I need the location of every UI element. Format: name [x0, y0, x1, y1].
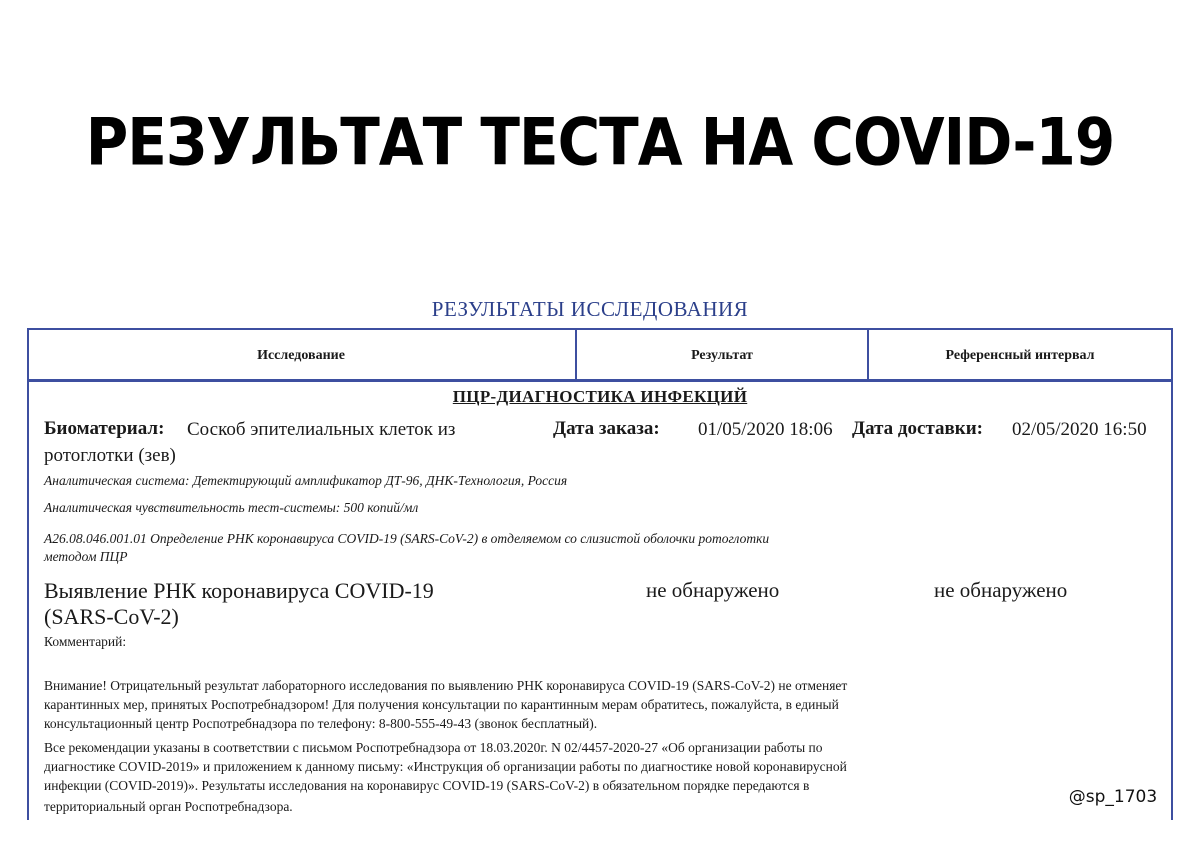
order-date-label: Дата заказа:	[553, 418, 660, 439]
method-line-cont: методом ПЦР	[44, 549, 128, 564]
note-line: инфекции (COVID-2019)». Результаты исследования на коронавирус COVID-19 (SARS-CoV-2) в обязательном порядке передаются в	[44, 778, 810, 793]
method-line: A26.08.046.001.01 Определение РНК коронавируса COVID-19 (SARS-CoV-2) в отделяемом со слизистой оболочки ротоглотки	[44, 531, 770, 546]
column-header-result: Результат	[577, 330, 869, 379]
note-line: диагностике COVID-2019» и приложением к данному письму: «Инструкция об организации работы по диагностике новой коронавирусной	[44, 759, 847, 774]
test-name-cont: (SARS-CoV-2)	[44, 604, 179, 629]
watermark: @sp_1703	[1056, 782, 1170, 812]
document-title: РЕЗУЛЬТАТЫ ИССЛЕДОВАНИЯ	[431, 297, 749, 321]
note-line: территориальный орган Роспотребнадзора.	[44, 799, 293, 814]
biomaterial-label: Биоматериал:	[44, 418, 165, 439]
table-header	[27, 330, 1173, 382]
test-result: не обнаружено	[646, 578, 780, 602]
note-line: карантинных мер, принятых Роспотребнадзором! Для получения консультации по карантинным мерам обратитесь, пожалуйста, в единый	[44, 697, 839, 712]
sensitivity-line: Аналитическая чувствительность тест-системы: 500 копий/мл	[44, 500, 419, 515]
reference-interval: не обнаружено	[934, 578, 1068, 602]
test-name: Выявление РНК коронавируса COVID-19	[44, 578, 434, 603]
delivery-date-label: Дата доставки:	[852, 418, 983, 439]
note-line: Все рекомендации указаны в соответствии с письмом Роспотребнадзора от 18.03.2020г. N 02/4457-2020-27 «Об организации работы по	[44, 740, 823, 755]
section-title: ПЦР-ДИАГНОСТИКА ИНФЕКЦИЙ	[452, 387, 748, 406]
column-header-reference: Референсный интервал	[945, 348, 1095, 363]
analytic-system-line: Аналитическая система: Детектирующий амплификатор ДТ-96, ДНК-Технология, Россия	[44, 473, 568, 488]
note-line: Внимание! Отрицательный результат лабораторного исследования по выявлению РНК коронавируса COVID-19 (SARS-CoV-2) не отменяет	[44, 678, 848, 693]
note-line: консультационный центр Роспотребнадзора по телефону: 8-800-555-49-43 (звонок бесплатный).	[44, 716, 598, 731]
column-header-study: Исследование	[27, 330, 577, 379]
delivery-date-value: 02/05/2020 16:50	[1012, 419, 1147, 440]
headline: РЕЗУЛЬТАТ ТЕСТА НА COVID-19	[85, 103, 1115, 181]
order-date-value: 01/05/2020 18:06	[698, 419, 833, 440]
comment-label: Комментарий:	[44, 634, 127, 649]
biomaterial-value: Соскоб эпителиальных клеток из	[187, 419, 456, 440]
biomaterial-value-cont: ротоглотки (зев)	[44, 445, 176, 466]
